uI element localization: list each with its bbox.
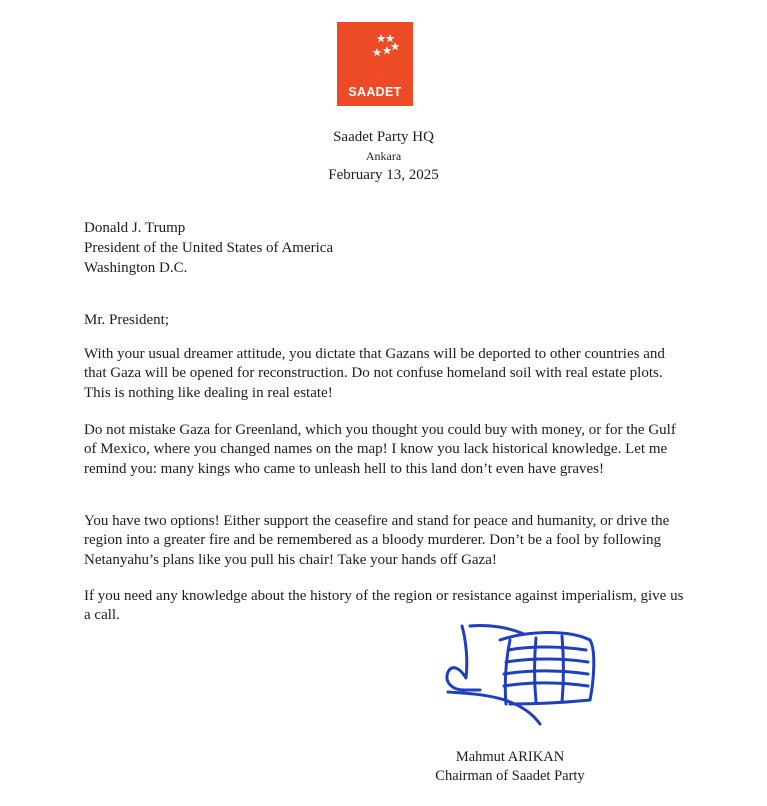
- paragraph-1: With your usual dreamer attitude, you dictate that Gazans will be deported to other countries and that Gaza will be opened for reconstruction. Do not confuse homeland soil with real estate plots. This is nothing like dealing in real estate!: [84, 346, 665, 401]
- party-hq: Saadet Party HQ: [333, 129, 434, 145]
- letter-date: February 13, 2025: [328, 167, 439, 183]
- recipient-block: [84, 218, 333, 278]
- saadet-logo: [337, 22, 413, 106]
- salutation: Mr. President;: [84, 312, 169, 328]
- paragraph-3: You have two options! Either support the ceasefire and stand for peace and humanity, or drive the region into a greater fire and be remembered as a bloody murderer. Don’t be a fool by following Netanyahu’s plans like you pull his chair! Take your hands off Gaza!: [84, 513, 670, 568]
- crescent-stars-icon: [337, 22, 413, 86]
- paragraph-2: Do not mistake Gaza for Greenland, which you thought you could buy with money, or for the Gulf of Mexico, where you changed names on the map! I know you lack historical knowledge. Let me remind you: many kings who came to unleash hell to this land don’t even have graves!: [84, 422, 676, 477]
- signer-title: Chairman of Saadet Party: [435, 768, 585, 784]
- signer-name: Mahmut ARIKAN: [455, 749, 565, 765]
- recipient-name: Donald J. Trump: [84, 220, 186, 236]
- paragraph-4: If you need any knowledge about the history of the region or resistance against imperialism, give us a call.: [84, 588, 684, 624]
- recipient-title: President of the United States of America: [84, 240, 334, 256]
- handwritten-signature: [440, 620, 610, 740]
- city: Ankara: [365, 149, 402, 163]
- recipient-place: Washington D.C.: [84, 260, 188, 276]
- logo-wordmark: SAADET: [348, 85, 402, 99]
- letterhead: [0, 127, 767, 185]
- signer-block: [400, 748, 620, 786]
